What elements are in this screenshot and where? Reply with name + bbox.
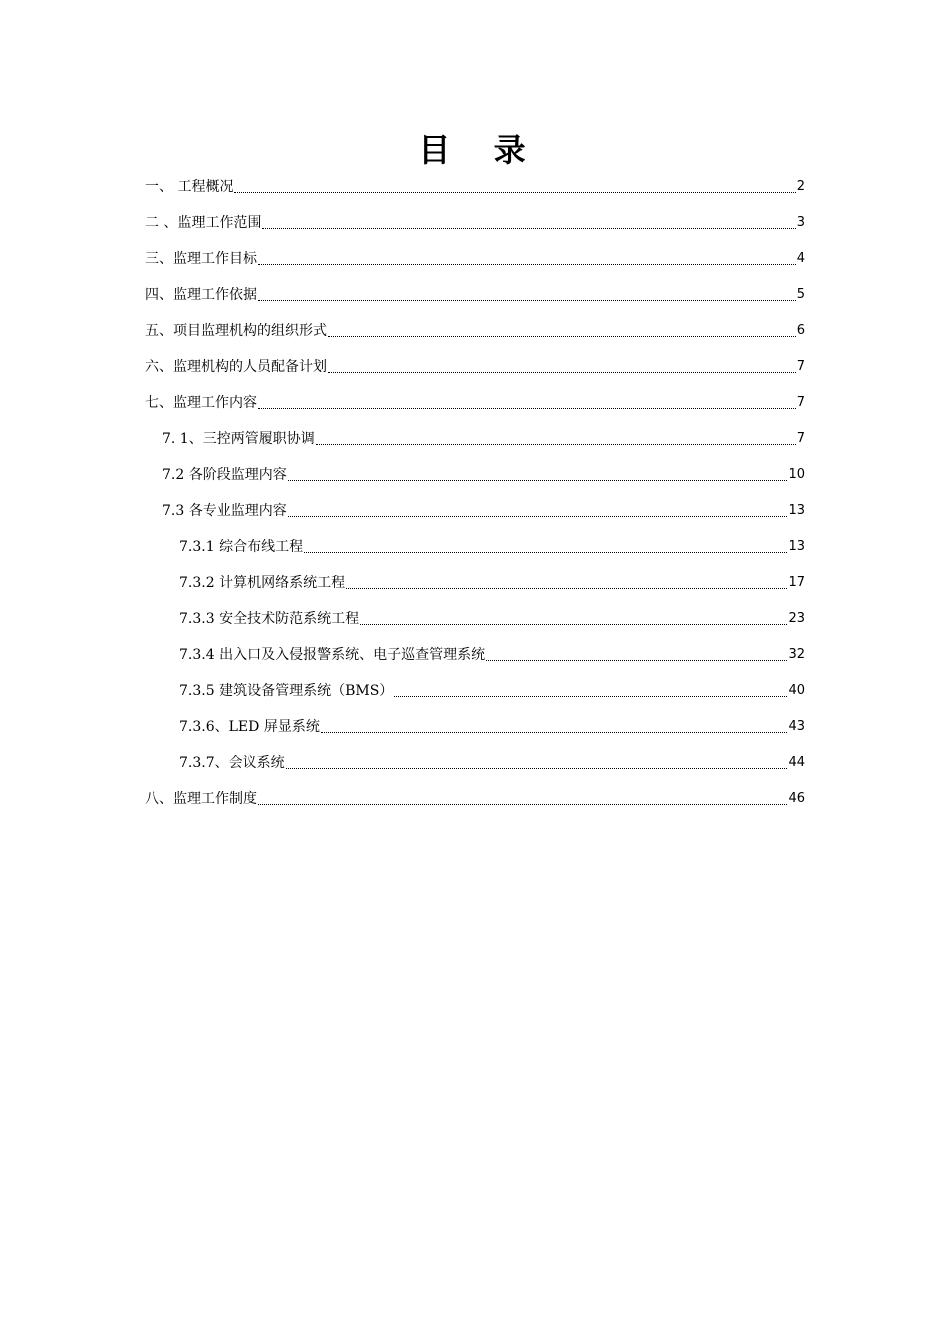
toc-leader-dots	[316, 444, 796, 445]
toc-entry-text: 7.3.6、LED 屏显系统	[179, 719, 320, 735]
toc-entry-page: 4	[796, 251, 805, 266]
toc-entry-page: 2	[796, 179, 805, 194]
toc-entry-page: 46	[788, 791, 805, 806]
toc-entry-page: 6	[796, 323, 805, 338]
toc-entry[interactable]	[179, 536, 805, 558]
toc-entry-page: 7	[796, 395, 805, 410]
toc-entry[interactable]	[145, 248, 805, 270]
toc-leader-dots	[258, 264, 796, 265]
toc-entry-page: 5	[796, 287, 805, 302]
toc-entry-text: 八、监理工作制度	[145, 791, 257, 807]
toc-leader-dots	[288, 516, 788, 517]
toc-leader-dots	[328, 372, 796, 373]
toc-entry[interactable]	[162, 428, 805, 450]
toc-entry-text: 二 、监理工作范围	[145, 215, 262, 231]
toc-entry-text: 7.3.1 综合布线工程	[179, 539, 304, 555]
toc-entry-page: 40	[788, 683, 805, 698]
toc-entry[interactable]	[162, 500, 805, 522]
toc-entry[interactable]	[179, 716, 805, 738]
toc-entry[interactable]	[145, 284, 805, 306]
toc-entry-page: 7	[796, 431, 805, 446]
toc-leader-dots	[262, 228, 795, 229]
toc-leader-dots	[258, 408, 796, 409]
toc-entry-page: 43	[788, 719, 805, 734]
toc-entry-page: 10	[788, 467, 805, 482]
toc-entry[interactable]	[145, 788, 805, 810]
toc-entry-text: 7.3.5 建筑设备管理系统（BMS）	[179, 683, 394, 699]
toc-entry[interactable]	[145, 212, 805, 234]
toc-entry-text: 7.3.4 出入口及入侵报警系统、电子巡查管理系统	[179, 647, 486, 663]
toc-leader-dots	[288, 480, 788, 481]
toc-entry-text: 三、监理工作目标	[145, 251, 257, 267]
toc-entry[interactable]	[179, 572, 805, 594]
toc-leader-dots	[346, 588, 787, 589]
toc-leader-dots	[394, 696, 787, 697]
toc-entry[interactable]	[145, 320, 805, 342]
toc-entry[interactable]	[179, 680, 805, 702]
toc-leader-dots	[258, 804, 787, 805]
toc-entry-text: 7.3.2 计算机网络系统工程	[179, 575, 346, 591]
toc-entry[interactable]	[145, 176, 805, 198]
toc-entry[interactable]	[179, 608, 805, 630]
toc-entry-page: 44	[788, 755, 805, 770]
toc-entry[interactable]	[179, 752, 805, 774]
toc-entry-page: 13	[788, 503, 805, 518]
toc-leader-dots	[304, 552, 787, 553]
toc-leader-dots	[286, 768, 788, 769]
toc-entry-page: 13	[788, 539, 805, 554]
toc-entry-text: 五、项目监理机构的组织形式	[145, 323, 327, 339]
toc-entry[interactable]	[145, 356, 805, 378]
toc-entry-text: 7.3.3 安全技术防范系统工程	[179, 611, 360, 627]
toc-entry[interactable]	[162, 464, 805, 486]
toc-entry-page: 3	[796, 215, 805, 230]
toc-entry-page: 17	[788, 575, 805, 590]
toc-entry-page: 23	[788, 611, 805, 626]
toc-entry-text: 7.3.7、会议系统	[179, 755, 285, 771]
toc-leader-dots	[486, 660, 787, 661]
toc-leader-dots	[328, 336, 796, 337]
toc-leader-dots	[234, 192, 795, 193]
toc-leader-dots	[258, 300, 796, 301]
toc-entry-text: 7. 1、三控两管履职协调	[162, 431, 315, 447]
toc-entry-text: 7.2 各阶段监理内容	[162, 467, 287, 483]
toc-entry-text: 一、 工程概况	[145, 179, 234, 195]
toc-entry[interactable]	[179, 644, 805, 666]
toc-entry-text: 七、监理工作内容	[145, 395, 257, 411]
toc-leader-dots	[360, 624, 787, 625]
toc-leader-dots	[321, 732, 788, 733]
toc-entry[interactable]	[145, 392, 805, 414]
toc-entry-text: 7.3 各专业监理内容	[162, 503, 287, 519]
toc-entry-text: 四、监理工作依据	[145, 287, 257, 303]
toc-entry-page: 7	[796, 359, 805, 374]
toc-title: 目 录	[418, 131, 542, 169]
toc-entry-page: 32	[788, 647, 805, 662]
toc-entry-text: 六、监理机构的人员配备计划	[145, 359, 327, 375]
